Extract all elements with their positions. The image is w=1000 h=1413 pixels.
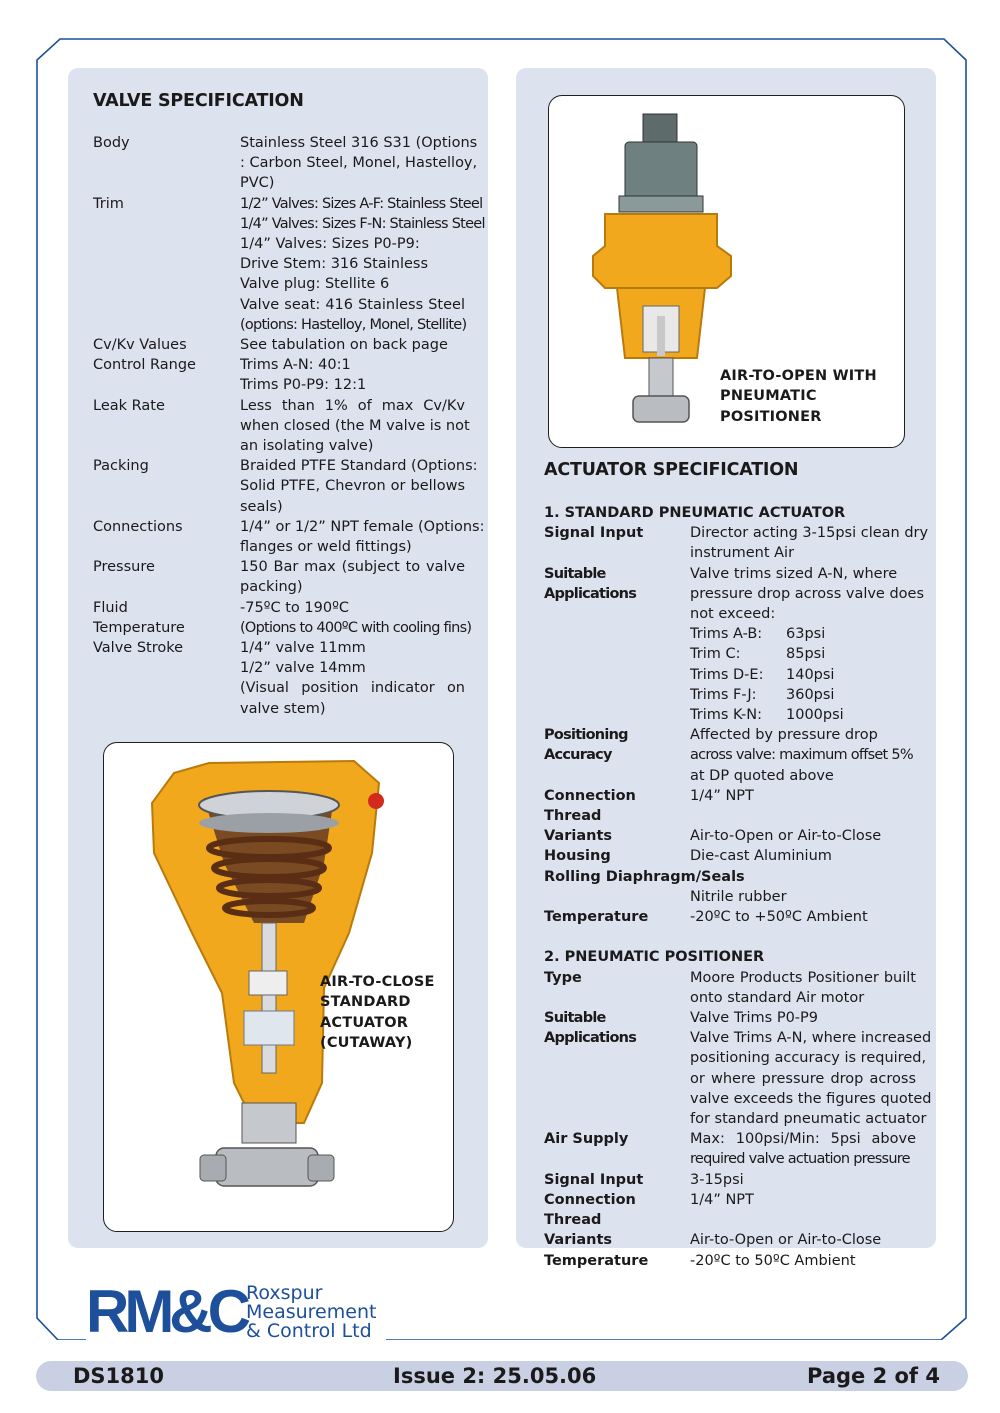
spec-value: Air-to-Open or Air-to-Close <box>690 828 882 845</box>
spec-label: Fluid <box>93 599 128 616</box>
spec-label-rolling-diaphragm: Rolling Diaphragm/Seals <box>544 868 745 885</box>
trim-pressure-row: Trims A-B: 63psi <box>690 626 826 643</box>
spec-row-fluid <box>93 598 465 618</box>
spec-row-housing <box>544 846 916 866</box>
spec-value: Trims P0-P9: 12:1 <box>240 377 367 394</box>
trim-pressure-row: Trims K-N: 1000psi <box>690 707 844 724</box>
spec-value: flanges or weld fittings) <box>240 539 412 556</box>
actuator-spec-title: ACTUATOR SPECIFICATION <box>544 460 799 480</box>
trim-pressure-row: Trims F-J: 360psi <box>690 686 835 703</box>
spec-label: Type <box>544 969 582 986</box>
spec-label: Temperature <box>544 1252 649 1269</box>
spec-label: Housing <box>544 848 611 865</box>
spec-value: 1/4” NPT <box>690 787 754 804</box>
spec-value: Director acting 3-15psi clean dry <box>690 525 929 542</box>
spec-value: -75ºC to 190ºC <box>240 599 350 616</box>
spec-label: Temperature <box>93 619 185 636</box>
spec-value: Drive Stem: 316 Stainless <box>240 256 429 273</box>
spec-value: onto standard Air motor <box>690 989 865 1006</box>
spec-label: Control Range <box>93 357 196 374</box>
spec-label: Suitable Applications <box>544 565 637 602</box>
spec-value: required valve actuation pressure <box>690 1151 910 1168</box>
spec-label: Connections <box>93 518 183 535</box>
spec-label: Trim <box>93 195 124 212</box>
spec-row-variants <box>544 826 916 846</box>
page-number: Page 2 of 4 <box>807 1364 940 1388</box>
spec-value: Max: 100psi/Min: 5psi above <box>690 1131 916 1148</box>
spec-value: Die-cast Aluminium <box>690 848 832 865</box>
spec-value: 1/2” valve 14mm <box>240 660 366 677</box>
spec-value: for standard pneumatic actuator <box>690 1111 927 1128</box>
caption-line: AIR-TO-CLOSE <box>320 974 435 990</box>
document-id: DS1810 <box>73 1364 165 1388</box>
spec-row-temperature <box>93 618 472 638</box>
spec-value: Air-to-Open or Air-to-Close <box>690 1232 882 1249</box>
trim-pressure-row: Trims D-E: 140psi <box>690 666 835 683</box>
spec-value: 1/4” valve 11mm <box>240 640 366 657</box>
spec-value: : Carbon Steel, Monel, Hastelloy, <box>240 155 478 172</box>
spec-label: Cv/Kv Values <box>93 337 187 354</box>
spec-label: Body <box>93 135 130 151</box>
spec-label: Temperature <box>544 909 649 926</box>
company-logo <box>86 1278 386 1345</box>
spec-value: positioning accuracy is required, <box>690 1050 927 1067</box>
spec-row-trim <box>93 194 485 335</box>
spec-value: at DP quoted above <box>690 767 834 784</box>
spec-value: not exceed: <box>690 606 776 623</box>
spec-value: Valve seat: 416 Stainless Steel <box>240 296 465 313</box>
spec-value: 3-15psi <box>690 1171 744 1188</box>
spec-value: Valve trims sized A-N, where <box>690 565 898 582</box>
caption-line: ACTUATOR <box>320 1014 409 1031</box>
spec-label: Signal Input <box>544 1171 644 1188</box>
spec-value: pressure drop across valve does <box>690 585 925 602</box>
caption-line: STANDARD <box>320 994 411 1011</box>
spec-value: Braided PTFE Standard (Options: <box>240 458 478 475</box>
spec-value: Less than 1% of max Cv/Kv <box>240 397 465 414</box>
spec-row-valve-stroke <box>93 638 465 719</box>
logo-mark: RM&C <box>86 1278 246 1345</box>
logo-line: Measurement <box>246 1301 377 1323</box>
spec-value: an isolating valve) <box>240 438 374 455</box>
spec-value: instrument Air <box>690 545 795 562</box>
spec-row-temperature <box>544 907 916 927</box>
spec-value: Nitrile rubber <box>690 888 787 905</box>
spec-value: 1/4” NPT <box>690 1191 754 1208</box>
spec-value: Affected by pressure drop <box>690 727 878 744</box>
spec-label: Connection Thread <box>544 1191 636 1229</box>
spec-label: Variants <box>544 828 613 845</box>
trim-pressure-row: Trim C: 85psi <box>690 646 826 663</box>
caption-line: (CUTAWAY) <box>320 1034 413 1051</box>
air-to-close-caption <box>320 972 435 1053</box>
spec-value: across valve: maximum offset 5% <box>690 747 913 764</box>
logo-text <box>246 1284 376 1341</box>
spec-value: seals) <box>240 498 283 515</box>
spec-value: (Options to 400ºC with cooling fins) <box>240 619 472 636</box>
spec-value: or where pressure drop across <box>690 1070 916 1087</box>
spec-label: Air Supply <box>544 1131 629 1148</box>
valve-spec-table <box>93 133 485 719</box>
spec-value: packing) <box>240 579 303 596</box>
spec-row-connection-thread <box>544 786 916 826</box>
spec-label: Valve Stroke <box>93 640 184 657</box>
spec-label: Variants <box>544 1232 613 1249</box>
spec-label: Connection Thread <box>544 787 636 825</box>
spec-value: (options: Hastelloy, Monel, Stellite) <box>240 316 467 333</box>
spec-value: 1/4” Valves: Sizes P0-P9: <box>240 236 420 253</box>
spec-row-connections <box>93 517 485 557</box>
spec-label: Leak Rate <box>93 397 165 414</box>
spec-value: 1/2” Valves: Sizes A-F: Stainless Steel <box>240 195 483 212</box>
spec-value: Valve Trims P0-P9 <box>690 1010 818 1027</box>
spec-value: Valve Trims A-N, where increased <box>690 1030 932 1047</box>
spec-row-body <box>93 133 478 194</box>
spec-row-air-supply <box>544 1129 916 1169</box>
spec-row-type <box>544 968 916 1008</box>
spec-row-variants <box>544 1230 916 1250</box>
issue-date: Issue 2: 25.05.06 <box>393 1364 597 1388</box>
air-to-open-caption <box>720 366 877 427</box>
spec-label: Pressure <box>93 559 155 576</box>
valve-spec-title: VALVE SPECIFICATION <box>93 91 304 111</box>
spec-value: -20ºC to +50ºC Ambient <box>690 909 868 926</box>
spec-label: Suitable Applications <box>544 1010 637 1047</box>
spec-value: valve exceeds the figures quoted <box>690 1090 932 1107</box>
spec-value: -20ºC to 50ºC Ambient <box>690 1252 856 1269</box>
spec-value: Trims A-N: 40:1 <box>240 357 351 374</box>
spec-row-positioning-accuracy <box>544 725 916 786</box>
spec-row-leak-rate <box>93 396 470 457</box>
caption-line: PNEUMATIC <box>720 388 817 405</box>
spec-value: Stainless Steel 316 S31 (Options <box>240 135 478 151</box>
spec-value: when closed (the M valve is not <box>240 417 470 434</box>
spec-row-cv <box>93 335 465 355</box>
spec-value: 150 Bar max (subject to valve <box>240 559 465 576</box>
spec-label: Packing <box>93 458 149 475</box>
spec-label: Signal Input <box>544 525 644 542</box>
spec-row-signal-input <box>544 1170 916 1190</box>
section-heading: 1. STANDARD PNEUMATIC ACTUATOR <box>544 505 846 521</box>
spec-value: Solid PTFE, Chevron or bellows <box>240 478 465 495</box>
spec-value: Moore Products Positioner built <box>690 969 916 986</box>
logo-line: Roxspur <box>246 1282 323 1304</box>
spec-value: 1/4” Valves: Sizes F-N: Stainless Steel <box>240 215 485 232</box>
spec-row-signal-input <box>544 523 929 563</box>
spec-value: 1/4” or 1/2” NPT female (Options: <box>240 518 485 535</box>
logo-line: & Control Ltd <box>246 1320 372 1342</box>
spec-value: (Visual position indicator on <box>240 680 465 697</box>
spec-value: See tabulation on back page <box>240 337 448 354</box>
spec-row-temperature <box>544 1251 916 1271</box>
spec-row-connection-thread <box>544 1190 916 1230</box>
spec-row-control-range <box>93 355 465 395</box>
spec-row-suitable-applications <box>544 1008 932 1129</box>
spec-row-pressure <box>93 557 465 597</box>
spec-label: Positioning Accuracy <box>544 727 628 764</box>
spec-row-suitable-applications <box>544 564 925 726</box>
spec-value: Valve plug: Stellite 6 <box>240 276 390 293</box>
caption-line: AIR-TO-OPEN WITH <box>720 368 877 384</box>
actuator-spec-table <box>544 503 932 1271</box>
section-heading: 2. PNEUMATIC POSITIONER <box>544 949 765 966</box>
spec-row-rolling-diaphragm <box>544 887 916 907</box>
spec-value: valve stem) <box>240 700 326 717</box>
spec-value: PVC) <box>240 175 275 192</box>
spec-row-packing <box>93 456 478 517</box>
caption-line: POSITIONER <box>720 408 822 425</box>
